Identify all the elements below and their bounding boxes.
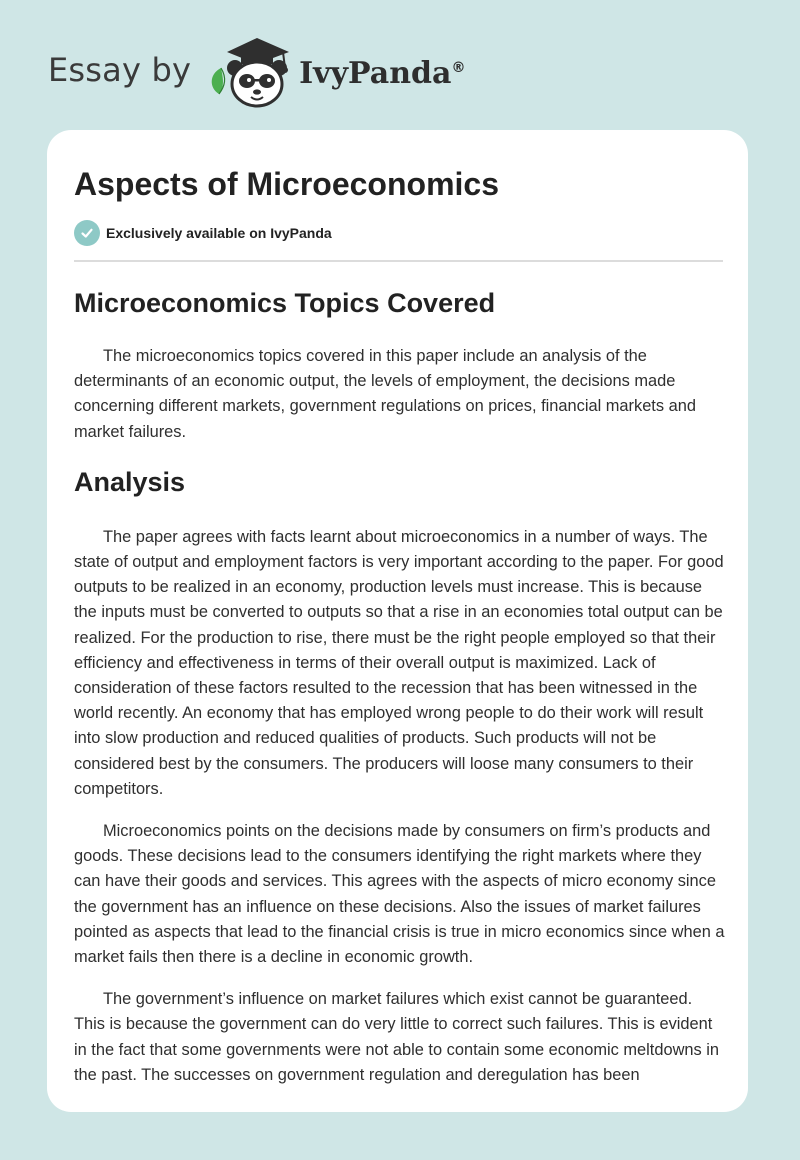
exclusive-badge [74,220,722,246]
page-title: Aspects of Microeconomics [74,166,499,202]
brand-prefix: Essay by [48,51,192,89]
divider [74,260,723,262]
essay-card [47,130,748,1112]
paragraph: The microeconomics topics covered in this paper include an analysis of the determinants of an economic output, the levels of employment, the decisions made concerning different markets, government regulations on prices, financial markets and market failures. [74,347,696,441]
paragraph: The paper agrees with facts learnt about microeconomics in a number of ways. The state of output and employment factors is very important according to the paper. For good outputs to be realized in an economy, production levels must increase. This is because the inputs must be converted to outputs so that a rise in an economies total output can be realized. For the production to rise, there must be the right people employed so that their efficiency and effectiveness in terms of their overall output is maximized. Lack of consideration of these factors resulted to the recession that has been witnessed in the world recently. An economy that has employed wrong people to do their work will result into slow production and reduced qualities of products. Such products will not be considered best by the consumers. The producers will loose many consumers to their competitors. [74,527,724,798]
badge-label: Exclusively available on IvyPanda [106,225,332,241]
paragraph: The government’s influence on market failures which exist cannot be guaranteed. This is because the government can do very little to correct such failures. This is evident in the fact that some governments were not able to contain some economic meltdowns in the past. The successes on government regulation and deregulation has been [74,990,720,1084]
brand-name: IvyPanda® [299,55,466,91]
paragraph: Microeconomics points on the decisions made by consumers on firm’s products and goods. These decisions lead to the consumers identifying the right markets where they can have their goods and services. This agrees with the aspects of micro economy since the government has an influence on these decisions. Also the issues of market failures pointed as aspects that lead to the financial crisis is true in micro economics since when a market fails then there is a decline in economic growth. [74,822,725,967]
check-circle-icon [74,220,100,246]
panda-graduate-icon [205,34,295,110]
brand-header[interactable] [48,32,465,112]
section-heading: Microeconomics Topics Covered [74,288,496,318]
section-heading: Analysis [74,466,186,497]
